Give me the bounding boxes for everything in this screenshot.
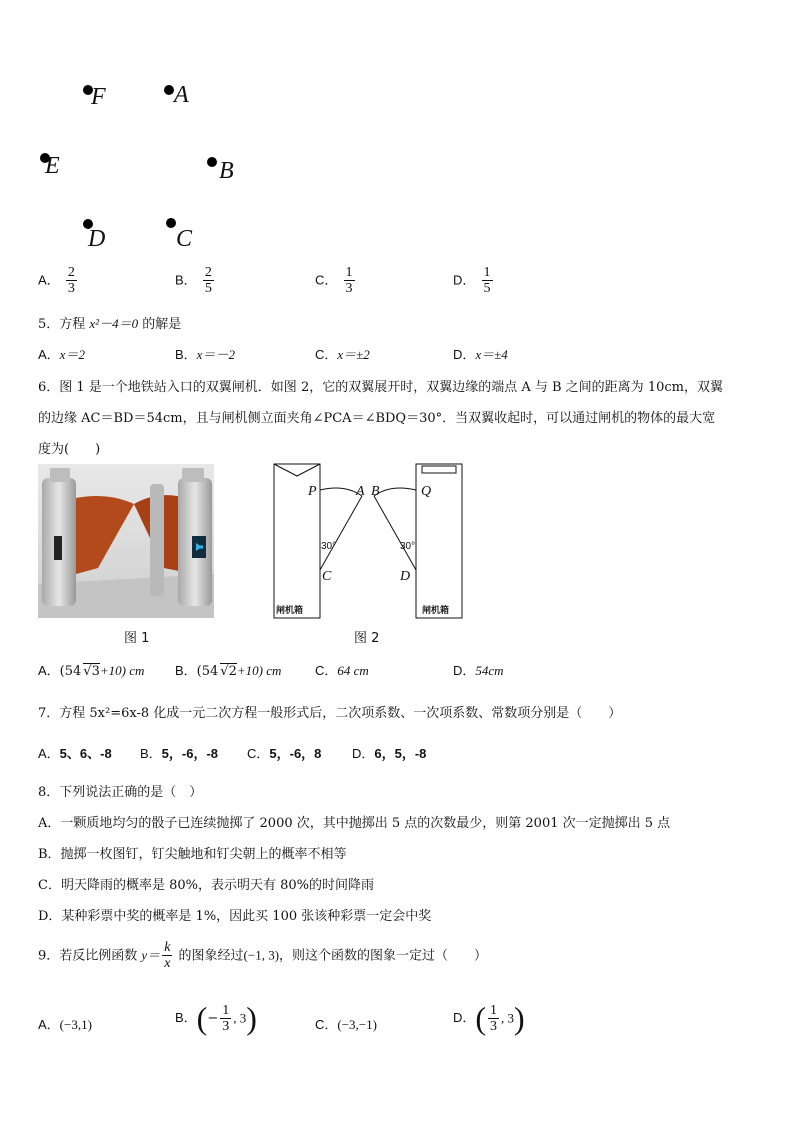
q6-stem-line2: 的边缘 AC＝BD＝54cm，且与闸机侧立面夹角∠PCA＝∠BDQ＝30°．当双翼收起时，可以通过闸机的物体的最大宽 [38, 411, 716, 426]
point-label: B [219, 158, 234, 184]
point-label: F [91, 84, 106, 110]
fraction: $\frac{1}{5}$ [483, 265, 491, 297]
label-d: D [400, 569, 411, 584]
option-b[interactable]: B．x＝－2 [175, 347, 235, 362]
fraction: $\frac{k}{x}$ [164, 940, 171, 972]
fraction: $\frac{1}{3}$ [222, 1002, 230, 1034]
option-d[interactable]: D．某种彩票中奖的概率是 1%，因此买 100 张该种彩票一定会中奖 [38, 909, 432, 924]
option-c[interactable]: C． $\frac{1}{3}$ [315, 265, 353, 297]
point-label: D [88, 226, 106, 252]
option-c[interactable]: C．(−3,−1) [315, 1017, 377, 1032]
figure-1-caption: 图 1 [124, 631, 150, 646]
option-b[interactable]: B．5，-6，-8 [140, 746, 219, 761]
label-box-right: 闸机箱 [422, 606, 450, 616]
q9-stem: 9．若反比例函数 y＝ $\frac{k}{x}$ 的图象经过(−1, 3)，则这个函数的图象一定过（ ） [38, 940, 488, 972]
option-c[interactable]: C．明天降雨的概率是 80%，表示明天有 80%的时间降雨 [38, 878, 375, 893]
point-label: E [45, 153, 60, 179]
option-c[interactable]: C．64 cm [315, 663, 369, 678]
point-label: C [176, 226, 193, 252]
q5-stem: 5．方程 x²－4＝0 的解是 [38, 316, 182, 332]
option-d[interactable]: D．6，5，-8 [352, 746, 427, 761]
option-a[interactable]: A． $\frac{2}{3}$ [38, 265, 75, 297]
point-dot [164, 85, 174, 95]
option-a[interactable]: A．(−3,1) [38, 1017, 92, 1032]
label-a: A [356, 484, 365, 499]
fraction: $\frac{1}{3}$ [345, 265, 353, 297]
point-label: A [174, 82, 189, 108]
label-q: Q [421, 484, 432, 499]
option-a[interactable]: A．一颗质地均匀的骰子已连续抛掷了 2000 次，其中抛掷出 5 点的次数最少，则第 2001 次一定抛掷出 5 点 [38, 816, 671, 831]
fraction: $\frac{1}{3}$ [490, 1002, 498, 1034]
option-b[interactable]: B．抛掷一枚图钉，钉尖触地和钉尖朝上的概率不相等 [38, 847, 347, 862]
q6-stem-line1: 6．图 1 是一个地铁站入口的双翼闸机．如图 2，它的双翼展开时，双翼边缘的端点 A 与 B 之间的距离为 10cm，双翼 [38, 380, 723, 395]
option-d[interactable]: D．54cm [453, 663, 504, 678]
option-d[interactable]: D． $\frac{1}{5}$ [453, 265, 491, 297]
option-a[interactable]: A．(54 √3+10) cm [38, 663, 145, 679]
option-c[interactable]: C．x＝±2 [315, 347, 370, 362]
label-p: P [308, 484, 317, 499]
label-box-left: 闸机箱 [276, 606, 304, 616]
q7-stem: 7．方程 5x²=6x-8 化成一元二次方程一般形式后，二次项系数、一次项系数、常数项分别是（ ） [38, 706, 622, 721]
q8-stem: 8．下列说法正确的是（ ） [38, 785, 203, 800]
option-b[interactable]: B．(− $\frac{1}{3}$ , 3) [175, 1000, 257, 1036]
point-dot [166, 218, 176, 228]
figure-2-diagram [270, 462, 470, 620]
option-a[interactable]: A．5、6、-8 [38, 746, 112, 761]
point-dot [207, 157, 217, 167]
option-b[interactable]: B．(54 √2+10) cm [175, 663, 282, 679]
q6-stem-line3: 度为( ) [38, 442, 101, 457]
option-a[interactable]: A．x＝2 [38, 347, 85, 362]
label-c: C [322, 569, 332, 584]
fraction: $\frac{2}{3}$ [67, 265, 75, 297]
figure-2-caption: 图 2 [354, 631, 380, 646]
option-d[interactable]: D．x＝±4 [453, 347, 508, 362]
option-b[interactable]: B． $\frac{2}{5}$ [175, 265, 212, 297]
label-angle-right: 30° [400, 541, 416, 552]
figure-1-photo [38, 464, 214, 618]
fraction: $\frac{2}{5}$ [204, 265, 212, 297]
label-angle-left: 30° [321, 541, 337, 552]
option-d[interactable]: D．( $\frac{1}{3}$ , 3) [453, 1000, 525, 1036]
option-c[interactable]: C．5，-6，8 [247, 746, 322, 761]
label-b: B [371, 484, 380, 499]
